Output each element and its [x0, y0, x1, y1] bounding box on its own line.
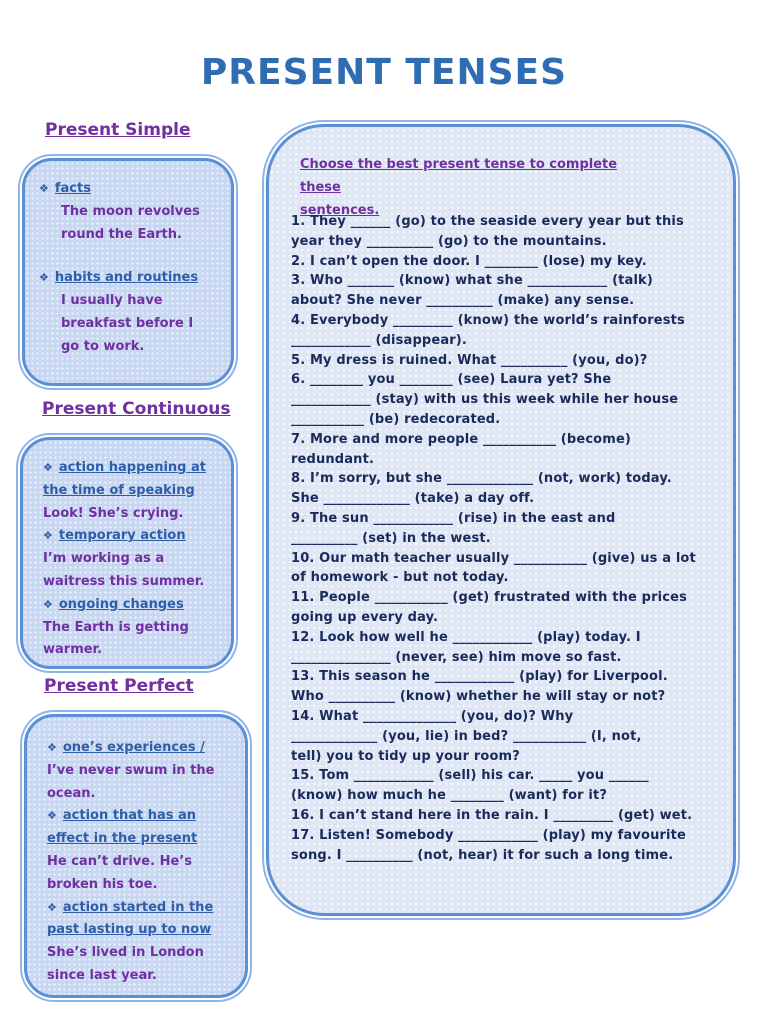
exercise-line: redundant.	[291, 451, 375, 467]
usage-label-happening-now: action happening at	[58, 460, 206, 475]
exercise-line: year they __________ (go) to the mountains.	[291, 233, 607, 249]
example-text: ocean.	[47, 785, 96, 801]
exercise-line: tell) you to tidy up your room?	[291, 748, 520, 764]
exercise-line: ____________ (disappear).	[291, 332, 467, 348]
present-simple-heading: Present Simple	[45, 120, 191, 140]
exercise-line: 6. ________ you ________ (see) Laura yet? She	[291, 372, 612, 388]
usage-label-facts: facts	[54, 181, 91, 196]
diamond-bullet-icon: ❖	[47, 809, 57, 823]
exercise-instruction: Choose the best present tense to complete these sentences.	[300, 157, 618, 218]
usage-label-habits: habits and routines	[54, 270, 199, 286]
exercise-line: 1. They ______ (go) to the seaside every year but this	[291, 214, 684, 229]
usage-label-started-past: past lasting up to now	[47, 922, 212, 938]
exercise-line: (know) how much he ________ (want) for it?	[291, 788, 608, 804]
example-text: waitress this summer.	[43, 573, 205, 589]
usage-label-effect: action that has an	[62, 808, 197, 824]
exercise-line: 17. Listen! Somebody ____________ (play) my favourite	[291, 827, 686, 843]
diamond-bullet-icon: ❖	[43, 461, 53, 474]
exercise-line: ____________ (stay) with us this week while her house	[291, 392, 679, 408]
exercise-line: 13. This season he ____________ (play) for Liverpool.	[291, 669, 668, 685]
usage-label-changes: ongoing changes	[58, 596, 184, 612]
exercise-line: 3. Who _______ (know) what she ____________ (talk)	[291, 273, 653, 289]
page-title: PRESENT TENSES	[200, 52, 568, 93]
example-text: warmer.	[43, 642, 103, 658]
present-continuous-panel	[20, 437, 234, 669]
usage-label-temporary: temporary action	[58, 528, 186, 544]
exercise-line: 9. The sun ____________ (rise) in the east and	[291, 510, 616, 526]
example-text: He can’t drive. He’s	[47, 853, 192, 869]
exercise-line: _______________ (never, see) him move so fast.	[291, 649, 622, 665]
example-text: Look! She’s crying.	[43, 505, 184, 521]
diamond-bullet-icon: ❖	[47, 741, 57, 754]
example-text: I’ve never swum in the	[47, 762, 215, 778]
usage-label-happening-now: the time of speaking	[43, 482, 195, 498]
exercise-line: 11. People ___________ (get) frustrated with the prices	[291, 590, 687, 606]
exercise-questions	[291, 212, 711, 865]
example-text: I’m working as a	[43, 551, 165, 567]
example-text: The Earth is getting	[43, 619, 189, 635]
diamond-bullet-icon: ❖	[47, 900, 57, 914]
exercise-line: 5. My dress is ruined. What __________ (you, do)?	[291, 352, 648, 368]
usage-label-effect: effect in the present	[47, 831, 198, 847]
usage-label-started-past: action started in the	[62, 899, 214, 915]
exercise-line: __________ (set) in the west.	[291, 530, 491, 546]
exercise-line: Who __________ (know) whether he will stay or not?	[291, 689, 666, 705]
diamond-bullet-icon: ❖	[43, 529, 53, 543]
example-text: since last year.	[47, 967, 157, 983]
present-perfect-panel	[24, 714, 248, 998]
example-text: breakfast before I	[61, 315, 194, 331]
exercise-line: 8. I’m sorry, but she _____________ (not, work) today.	[291, 471, 672, 487]
exercise-line: of homework - but not today.	[291, 570, 509, 586]
example-text: I usually have	[61, 293, 163, 309]
example-text: The moon revolves	[61, 203, 200, 219]
usage-label-experiences: one’s experiences /	[62, 740, 205, 755]
present-continuous-heading: Present Continuous	[42, 399, 231, 419]
exercise-line: 10. Our math teacher usually ___________ (give) us a lot	[291, 550, 696, 566]
example-text: broken his toe.	[47, 876, 158, 892]
exercise-line: going up every day.	[291, 609, 439, 625]
example-text: go to work.	[61, 338, 145, 354]
exercise-line: _____________ (you, lie) in bed? ___________ (I, not,	[291, 728, 642, 744]
diamond-bullet-icon: ❖	[43, 597, 53, 611]
example-text: round the Earth.	[61, 226, 182, 242]
example-text: She’s lived in London	[47, 945, 204, 961]
exercise-line: ___________ (be) redecorated.	[291, 411, 501, 427]
exercise-line: 15. Tom ____________ (sell) his car. _____ you ______	[291, 768, 649, 784]
exercise-line: 12. Look how well he ____________ (play) today. I	[291, 629, 641, 645]
exercise-line: about? She never __________ (make) any sense.	[291, 293, 635, 309]
exercise-line: 16. I can’t stand here in the rain. I _________ (get) wet.	[291, 807, 693, 823]
exercise-line: 2. I can’t open the door. I ________ (lose) my key.	[291, 253, 647, 269]
diamond-bullet-icon: ❖	[39, 271, 49, 285]
present-simple-panel	[22, 158, 234, 386]
exercise-line: 7. More and more people ___________ (become)	[291, 431, 632, 447]
exercise-line: 14. What ______________ (you, do)? Why	[291, 708, 574, 724]
exercise-line: She _____________ (take) a day off.	[291, 491, 535, 507]
present-perfect-heading: Present Perfect	[44, 676, 194, 696]
exercise-line: 4. Everybody _________ (know) the world’s rainforests	[291, 312, 685, 328]
diamond-bullet-icon: ❖	[39, 182, 49, 195]
exercise-line: song. I __________ (not, hear) it for such a long time.	[291, 847, 674, 863]
